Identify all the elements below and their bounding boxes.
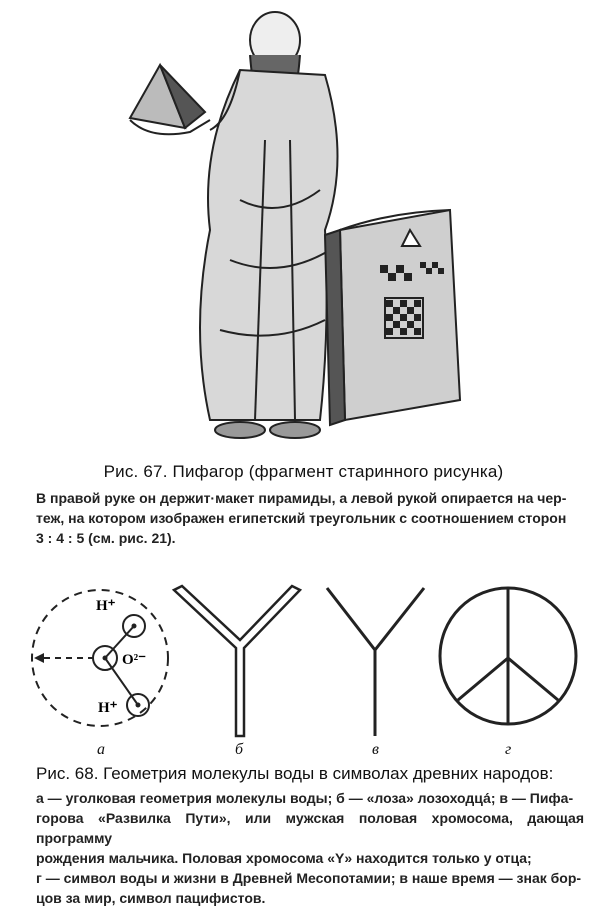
pythagoras-illustration — [90, 0, 520, 455]
caption-line: г — символ воды и жизни в Древней Месопотамии; в наше время — знак бор- — [36, 870, 582, 886]
caption-line: рождения мальчика. Половая хромосома «Y» находится только у отца; — [36, 850, 532, 866]
caption-line: а — уголковая геометрия молекулы воды; б — «лоза» лозоходца́; в — Пифа- — [36, 790, 574, 806]
y-fork-symbol — [327, 588, 424, 736]
dowsing-rod-symbol — [174, 586, 300, 736]
hydrogen-label: H⁺ — [96, 598, 116, 614]
caption-line: 3 : 4 : 5 (см. рис. 21). — [36, 530, 176, 546]
hydrogen-label: H⁺ — [98, 700, 118, 716]
figure-67-caption — [36, 488, 576, 548]
figure-68-title: Рис. 68. Геометрия молекулы воды в символах древних народов: — [36, 764, 554, 783]
oxygen-label: O²⁻ — [122, 652, 147, 668]
figure-68-caption — [36, 788, 584, 908]
caption-line: цов за мир, символ пацифистов. — [36, 890, 266, 906]
water-symbols — [22, 578, 592, 743]
water-molecule-diagram — [32, 590, 168, 726]
label-g: г — [505, 741, 512, 758]
label-b: б — [235, 741, 244, 758]
label-v: в — [372, 741, 379, 758]
caption-line: горова «Развилка Пути», или мужская половая хромосома, дающая программу — [36, 810, 584, 846]
figure-67-title: Рис. 67. Пифагор (фрагмент старинного рисунка) — [103, 462, 504, 481]
label-a: а — [97, 741, 105, 758]
caption-line: В правой руке он держит·макет пирамиды, а левой рукой опирается на чер- — [36, 490, 567, 506]
caption-line: теж, на котором изображен египетский треугольник с соотношением сторон — [36, 510, 567, 526]
peace-symbol — [440, 588, 576, 724]
